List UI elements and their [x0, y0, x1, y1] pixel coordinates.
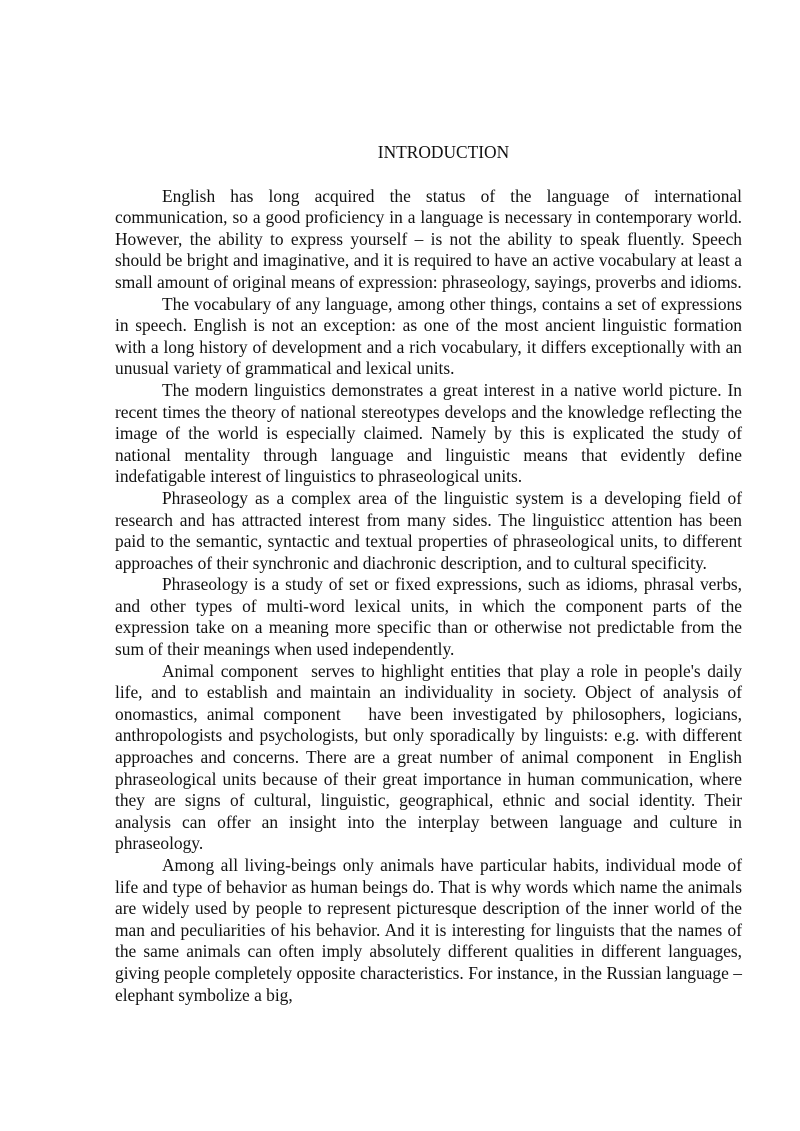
document-body: [115, 142, 747, 1006]
paragraph-1: English has long acquired the status of the language of international communication, so a good proficiency in a language is necessary in contemporary world. However, the ability to express yourself – is not the ability to speak fluently. Speech should be bright and imaginative, and it is required to have an active vocabulary at least a small amount of original means of expression: phraseology, sayings, proverbs and idioms.: [115, 185, 742, 292]
paragraph-2: The vocabulary of any language, among other things, contains a set of expressions in speech. English is not an exception: as one of the most ancient linguistic formation with a long history of development and a rich vocabulary, it differs exceptionally with an unusual variety of grammatical and lexical units.: [115, 293, 742, 379]
paragraph-7: Among all living-beings only animals have particular habits, individual mode of life and type of behavior as human beings do. That is why words which name the animals are widely used by people to represent picturesque description of the inner world of the man and peculiarities of his behavior. And it is interesting for linguists that the names of the same animals can often imply absolutely different qualities in different languages, giving people completely opposite characteristics. For instance, in the Russian language – elephant symbolize a big,: [115, 855, 742, 1005]
paragraph-3: The modern linguistics demonstrates a great interest in a native world picture. In recent times the theory of national stereotypes develops and the knowledge reflecting the image of the world is especially claimed. Namely by this is explicated the study of national mentality through language and linguistic means that evidently define indefatigable interest of linguistics to phraseological units.: [115, 379, 742, 487]
page-title: INTRODUCTION: [377, 142, 510, 162]
paragraph-6: Animal component serves to highlight entities that play a role in people's daily life, and to establish and maintain an individuality in society. Object of analysis of onomastics, animal component have been investigated by philosophers, logicians, anthropologists and psychologists, but only sporadically by linguists: e.g. with different approaches and concerns. There are a great number of animal component in English phraseological units because of their great importance in human communication, where they are signs of cultural, linguistic, geographical, ethnic and social identity. Their analysis can offer an insight into the interplay between language and culture in phraseology.: [115, 660, 747, 854]
paragraph-5: Phraseology is a study of set or fixed expressions, such as idioms, phrasal verbs, and other types of multi-word lexical units, in which the component parts of the expression take on a meaning more specific than or otherwise not predictable from the sum of their meanings when used independently.: [115, 574, 742, 660]
paragraph-4: Phraseology as a complex area of the linguistic system is a developing field of research and has attracted interest from many sides. The linguisticc attention has been paid to the semantic, syntactic and textual properties of phraseological units, to different approaches of their synchronic and diachronic description, and to cultural specificity.: [115, 487, 742, 573]
